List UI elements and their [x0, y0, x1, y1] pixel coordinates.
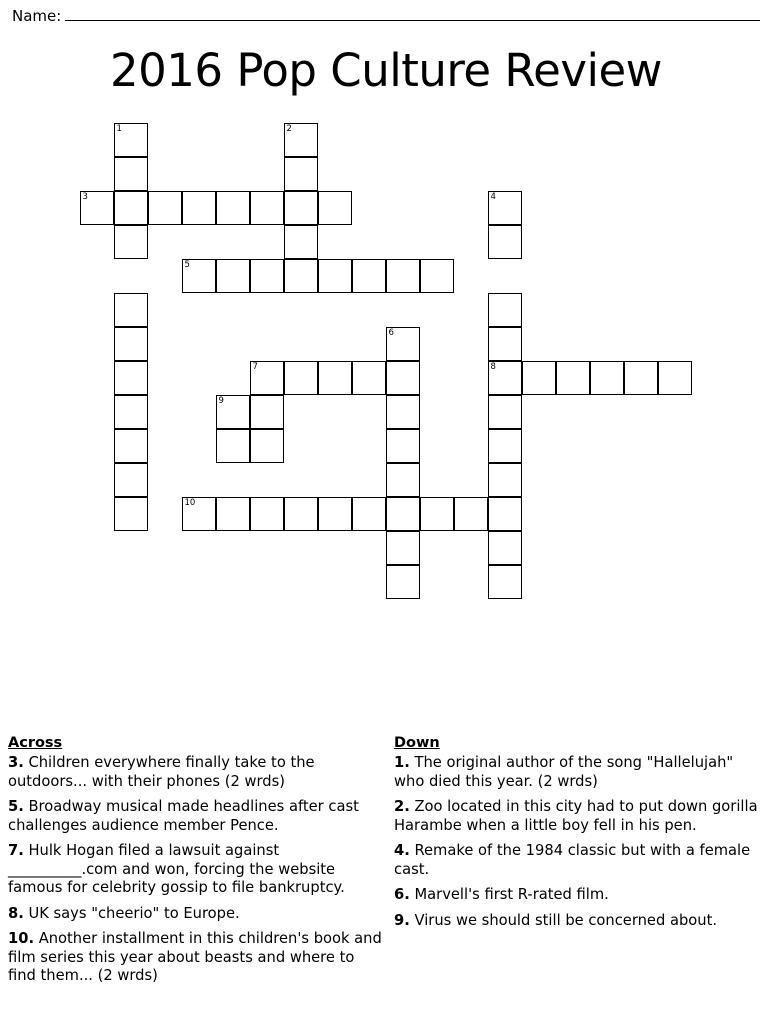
- crossword-cell[interactable]: [216, 191, 250, 225]
- clue-text: Broadway musical made headlines after cast challenges audience member Pence.: [8, 798, 359, 834]
- crossword-cell[interactable]: [284, 157, 318, 191]
- clue-text: Another installment in this children's book and film series this year about beasts and where to find them... (2 wrds): [8, 930, 382, 984]
- clue-number: 6.: [394, 886, 410, 903]
- crossword-cell[interactable]: [454, 497, 488, 531]
- clue-item: [8, 798, 382, 835]
- crossword-cell[interactable]: [284, 497, 318, 531]
- crossword-cell[interactable]: [386, 531, 420, 565]
- crossword-cell[interactable]: [386, 327, 420, 361]
- crossword-cell[interactable]: [386, 565, 420, 599]
- clue-number: 8.: [8, 904, 24, 922]
- crossword-cell[interactable]: [420, 259, 454, 293]
- crossword-cell[interactable]: [352, 497, 386, 531]
- crossword-cell[interactable]: [114, 429, 148, 463]
- crossword-cell[interactable]: [114, 225, 148, 259]
- crossword-cell[interactable]: [488, 395, 522, 429]
- clue-text: Marvell's first R-rated film.: [409, 886, 609, 903]
- name-label: Name:: [12, 7, 62, 25]
- crossword-cell[interactable]: [250, 395, 284, 429]
- crossword-cell[interactable]: [284, 191, 318, 225]
- crossword-cell[interactable]: [420, 497, 454, 531]
- cell-number: 4: [490, 192, 496, 202]
- crossword-cell[interactable]: [590, 361, 624, 395]
- crossword-cell[interactable]: [386, 429, 420, 463]
- crossword-cell[interactable]: [488, 463, 522, 497]
- clue-text: Virus we should still be concerned about.: [409, 911, 717, 929]
- clue-number: 3.: [8, 754, 24, 771]
- across-column: [0, 735, 392, 993]
- crossword-cell[interactable]: [488, 531, 522, 565]
- crossword-cell[interactable]: [114, 395, 148, 429]
- name-field-row: [12, 6, 760, 25]
- clue-item: [394, 798, 762, 835]
- crossword-cell[interactable]: [216, 429, 250, 463]
- crossword-cell[interactable]: [488, 327, 522, 361]
- cell-number: 10: [184, 498, 196, 508]
- clue-number: 5.: [8, 798, 24, 815]
- page-title: 2016 Pop Culture Review: [110, 44, 662, 97]
- clue-item: [8, 930, 382, 986]
- cell-number: 5: [184, 260, 190, 270]
- clue-item: [394, 912, 762, 931]
- clue-number: 4.: [394, 842, 410, 859]
- crossword-cell[interactable]: [386, 497, 420, 531]
- clue-text: The original author of the song "Hallelujah" who died this year. (2 wrds): [394, 754, 734, 790]
- crossword-cell[interactable]: [216, 259, 250, 293]
- down-column: [392, 735, 772, 993]
- name-input-line[interactable]: [65, 6, 760, 21]
- clue-number: 9.: [394, 911, 410, 929]
- crossword-cell[interactable]: [386, 463, 420, 497]
- crossword-cell[interactable]: [488, 361, 522, 395]
- clue-text: UK says "cheerio" to Europe.: [23, 904, 240, 922]
- crossword-cell[interactable]: [250, 259, 284, 293]
- crossword-cell[interactable]: [352, 259, 386, 293]
- crossword-cell[interactable]: [284, 123, 318, 157]
- crossword-cell[interactable]: [114, 191, 148, 225]
- clue-text: Hulk Hogan filed a lawsuit against __________.com and won, forcing the website famous for celebrity gossip to file bankruptcy.: [8, 842, 345, 896]
- clue-item: [394, 886, 762, 905]
- crossword-cell[interactable]: [556, 361, 590, 395]
- crossword-cell[interactable]: [488, 429, 522, 463]
- crossword-cell[interactable]: [352, 361, 386, 395]
- clue-item: [394, 754, 762, 791]
- crossword-cell[interactable]: [318, 191, 352, 225]
- across-heading: Across: [8, 735, 63, 751]
- cell-number: 1: [116, 124, 122, 134]
- crossword-cell[interactable]: [318, 497, 352, 531]
- crossword-cell[interactable]: [488, 565, 522, 599]
- crossword-cell[interactable]: [182, 259, 216, 293]
- crossword-cell[interactable]: [114, 463, 148, 497]
- cell-number: 7: [252, 362, 258, 372]
- clue-item: [8, 905, 382, 924]
- crossword-cell[interactable]: [488, 293, 522, 327]
- clue-text: Remake of the 1984 classic but with a female cast.: [394, 842, 751, 878]
- crossword-cell[interactable]: [386, 361, 420, 395]
- cell-number: 3: [82, 192, 88, 202]
- clue-number: 1.: [394, 754, 410, 771]
- crossword-cell[interactable]: [624, 361, 658, 395]
- crossword-cell[interactable]: [114, 123, 148, 157]
- crossword-cell[interactable]: [182, 191, 216, 225]
- clue-number: 10.: [8, 930, 35, 947]
- crossword-cell[interactable]: [488, 191, 522, 225]
- crossword-cell[interactable]: [250, 191, 284, 225]
- clue-text: Children everywhere finally take to the outdoors... with their phones (2 wrds): [8, 754, 315, 790]
- crossword-cell[interactable]: [318, 259, 352, 293]
- crossword-cell[interactable]: [658, 361, 692, 395]
- crossword-cell[interactable]: [114, 497, 148, 531]
- crossword-cell[interactable]: [182, 497, 216, 531]
- crossword-cell[interactable]: [386, 395, 420, 429]
- clue-item: [8, 754, 382, 791]
- crossword-cell[interactable]: [284, 361, 318, 395]
- crossword-cell[interactable]: [250, 361, 284, 395]
- crossword-cell[interactable]: [488, 497, 522, 531]
- crossword-cell[interactable]: [386, 259, 420, 293]
- crossword-cell[interactable]: [216, 497, 250, 531]
- clues-section: [0, 735, 772, 993]
- crossword-grid[interactable]: [0, 118, 772, 618]
- crossword-cell[interactable]: [148, 191, 182, 225]
- crossword-cell[interactable]: [114, 327, 148, 361]
- cell-number: 8: [490, 362, 496, 372]
- cell-number: 6: [388, 328, 394, 338]
- crossword-cell[interactable]: [284, 259, 318, 293]
- crossword-cell[interactable]: [114, 361, 148, 395]
- crossword-cell[interactable]: [250, 429, 284, 463]
- clue-text: Zoo located in this city had to put down gorilla Harambe when a little boy fell in his pen.: [394, 798, 758, 834]
- crossword-cell[interactable]: [216, 395, 250, 429]
- cell-number: 9: [218, 396, 224, 406]
- clue-number: 2.: [394, 798, 410, 815]
- crossword-cell[interactable]: [114, 293, 148, 327]
- crossword-cell[interactable]: [318, 361, 352, 395]
- clue-number: 7.: [8, 842, 24, 859]
- cell-number: 2: [286, 124, 292, 134]
- crossword-cell[interactable]: [114, 157, 148, 191]
- crossword-cell[interactable]: [284, 225, 318, 259]
- crossword-cell[interactable]: [250, 497, 284, 531]
- clue-item: [394, 842, 762, 879]
- down-heading: Down: [394, 735, 440, 751]
- crossword-cell[interactable]: [522, 361, 556, 395]
- crossword-cell[interactable]: [488, 225, 522, 259]
- clue-item: [8, 842, 382, 898]
- crossword-cell[interactable]: [80, 191, 114, 225]
